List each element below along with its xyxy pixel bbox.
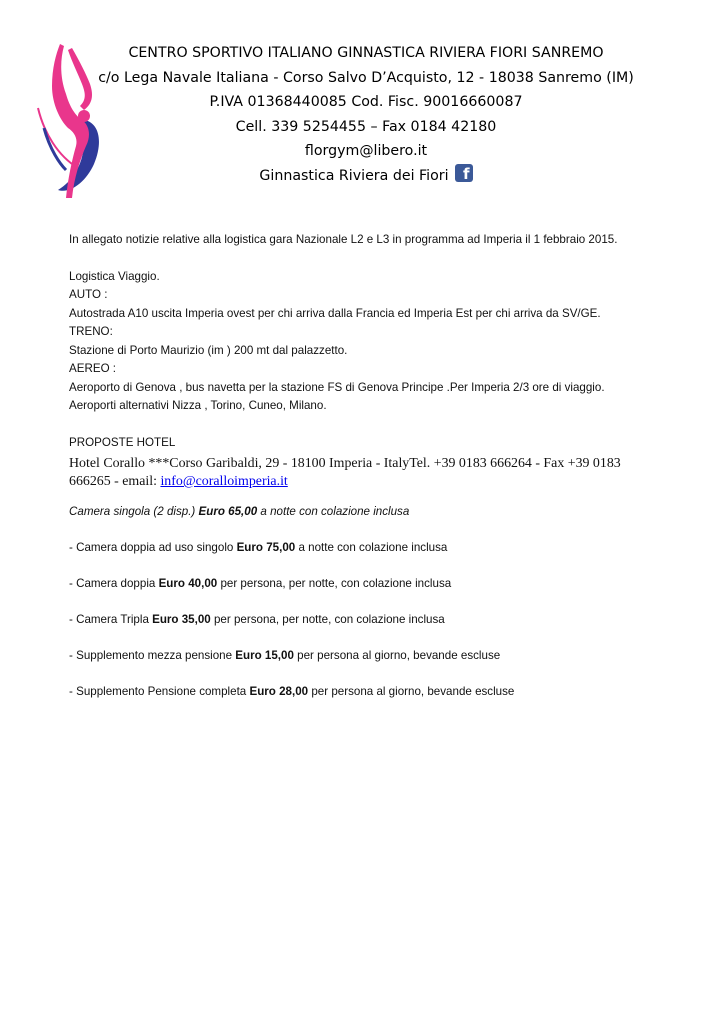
plane-label: AEREO : bbox=[69, 362, 117, 375]
single-room-terms: a notte con colazione inclusa bbox=[257, 505, 410, 518]
hotel-address: Hotel Corallo ***Corso Garibaldi, 29 - 18100 Imperia - ItalyTel. +39 0183 666264 - Fax +39 0183 bbox=[69, 456, 621, 471]
phone-fax: Cell. 339 5254455 – Fax 0184 42180 bbox=[235, 118, 497, 135]
organization-address: c/o Lega Navale Italiana - Corso Salvo D’Acquisto, 12 - 18038 Sanremo (IM) bbox=[98, 69, 634, 86]
triple-room-offer: - Camera Tripla Euro 35,00 per persona, per notte, con colazione inclusa bbox=[69, 613, 445, 626]
single-room-desc: Camera singola (2 disp.) bbox=[69, 505, 199, 518]
organization-name: CENTRO SPORTIVO ITALIANO GINNASTICA RIVIERA FIORI SANREMO bbox=[128, 45, 604, 61]
double-room-offer: - Camera doppia Euro 40,00 per persona, per notte, con colazione inclusa bbox=[69, 577, 452, 590]
train-directions: Stazione di Porto Maurizio (im ) 200 mt dal palazzetto. bbox=[69, 343, 348, 357]
double-single-use-offer: - Camera doppia ad uso singolo Euro 75,00 a notte con colazione inclusa bbox=[69, 541, 448, 554]
car-label: AUTO : bbox=[69, 288, 108, 301]
facebook-page-name: Ginnastica Riviera dei Fiori bbox=[259, 167, 449, 184]
hotel-proposals-heading: PROPOSTE HOTEL bbox=[69, 435, 176, 449]
tax-codes: P.IVA 01368440085 Cod. Fisc. 90016660087 bbox=[209, 94, 523, 110]
full-board-supplement: - Supplemento Pensione completa Euro 28,00 per persona al giorno, bevande escluse bbox=[69, 685, 515, 698]
hotel-fax-label: 666265 - email: bbox=[69, 474, 161, 489]
intro-paragraph: In allegato notizie relative alla logistica gara Nazionale L2 e L3 in programma ad Imperia il 1 febbraio 2015. bbox=[69, 233, 618, 246]
contact-email[interactable]: florgym@libero.it bbox=[304, 143, 428, 159]
car-directions: Autostrada A10 uscita Imperia ovest per chi arriva dalla Francia ed Imperia Est per chi arriva da SV/GE. bbox=[69, 306, 601, 320]
train-label: TRENO: bbox=[69, 325, 113, 338]
hotel-contact bbox=[69, 473, 669, 491]
letterhead bbox=[90, 41, 642, 188]
alternative-airports: Aeroporti alternativi Nizza , Torino, Cuneo, Milano. bbox=[69, 399, 327, 412]
single-room-offer bbox=[69, 503, 669, 522]
hotel-email-link[interactable]: info@coralloimperia.it bbox=[160, 474, 288, 489]
logistics-heading: Logistica Viaggio. bbox=[69, 269, 160, 283]
half-board-supplement: - Supplemento mezza pensione Euro 15,00 per persona al giorno, bevande escluse bbox=[69, 649, 501, 662]
plane-directions: Aeroporto di Genova , bus navetta per la stazione FS di Genova Principe .Per Imperia 2/3 ore di viaggio. bbox=[69, 380, 605, 394]
single-room-price: Euro 65,00 bbox=[198, 505, 258, 518]
document-body bbox=[69, 231, 669, 702]
hotel-info bbox=[69, 455, 669, 491]
facebook-icon[interactable]: f bbox=[455, 164, 473, 182]
facebook-line[interactable] bbox=[90, 164, 642, 189]
